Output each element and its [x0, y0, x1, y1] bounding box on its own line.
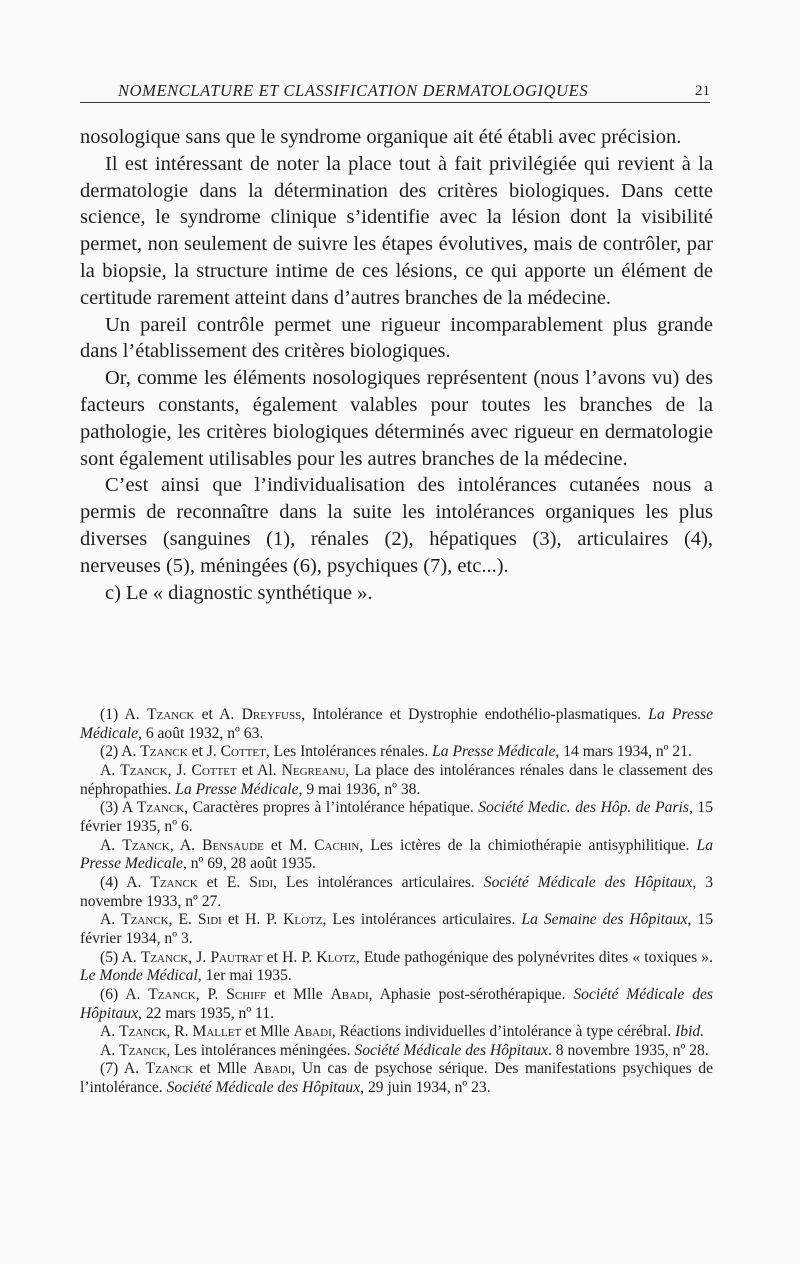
footnote-4: (4) A. Tzanck et E. Sidi, Les intolérances articulaires. Société Médicale des Hôpitaux, 3 novembre 1933, nº 27. [80, 873, 714, 910]
footnote-1: (1) A. Tzanck et A. Dreyfuss, Intolérance et Dystrophie endothélio-plasmatiques. La Presse Médicale, 6 août 1932, nº 63. [80, 706, 713, 742]
footnotes [80, 706, 713, 1098]
footnote-6-continued-2: A. Tzanck, Les intolérances méningées. Société Médicale des Hôpitaux. 8 novembre 1935, nº 28. [100, 1041, 709, 1059]
footnote-5: (5) A. Tzanck, J. Pautrat et H. P. Klotz, Etude pathogénique des polynévrites dites « toxiques ». Le Monde Médical, 1er mai 1935. [80, 948, 714, 985]
footnote-6: (6) A. Tzanck, P. Schiff et Mlle Abadi, Aphasie post-sérothérapique. Société Médicale des Hôpitaux, 22 mars 1935, nº 11. [80, 985, 713, 1022]
running-header [80, 78, 710, 103]
section-heading-c: c) Le « diagnostic synthétique ». [105, 581, 373, 604]
footnote-2-continued: A. Tzanck, J. Cottet et Al. Negreanu, La place des intolérances rénales dans le classement des néphropathies. La Presse Médicale, 9 mai 1936, nº 38. [80, 761, 713, 798]
paragraph: C’est ainsi que l’individualisation des intolérances cutanées nous a permis de reconnaître dans la suite les intolérances organiques les plus diverses (sanguines (1), rénales (2), hépatiques (3), articulaires (4), nerveuses (5), méningées (6), psychiques (7), etc...). [80, 474, 713, 577]
footnote-3: (3) A Tzanck, Caractères propres à l’intolérance hépatique. Société Medic. des Hôp. de Paris, 15 février 1935, nº 6. [80, 799, 713, 835]
paragraph: Il est intéressant de noter la place tout à fait privilégiée qui revient à la dermatologie dans la détermination des critères biologiques. Dans cette science, le syndrome clinique s’identifie avec la lésion dont la visibilité permet, non seulement de suivre les étapes évolutives, mais de contrôler, par la biopsie, la structure intime de ces lésions, ce qui apporte un élément de certitude rarement atteint dans d’autres branches de la médecine. [80, 152, 713, 309]
running-title: NOMENCLATURE ET CLASSIFICATION DERMATOLOGIQUES [118, 81, 589, 100]
footnote-4-continued: A. Tzanck, E. Sidi et H. P. Klotz, Les intolérances articulaires. La Semaine des Hôpitaux, 15 février 1934, nº 3. [80, 911, 713, 947]
paragraph: Or, comme les éléments nosologiques représentent (nous l’avons vu) des facteurs constants, également valables pour toutes les branches de la pathologie, les critères biologiques déterminés avec rigueur en dermatologie sont également utilisables pour les autres branches de la médecine. [80, 367, 713, 470]
paragraph: Un pareil contrôle permet une rigueur incomparablement plus grande dans l’établissement des critères biologiques. [80, 313, 713, 363]
footnote-2: (2) A. Tzanck et J. Cottet, Les Intolérances rénales. La Presse Médicale, 14 mars 1934, nº 21. [100, 743, 692, 761]
page-number: 21 [695, 83, 710, 99]
body-text [80, 124, 713, 606]
footnote-6-continued: A. Tzanck, R. Mallet et Mlle Abadi, Réactions individuelles d’intolérance à type cérébral. Ibid. [100, 1023, 705, 1041]
footnote-7: (7) A. Tzanck et Mlle Abadi, Un cas de psychose sérique. Des manifestations psychiques de l’intolérance. Société Médicale des Hôpitaux, 29 juin 1934, nº 23. [80, 1060, 713, 1097]
footnote-3-continued: A. Tzanck, A. Bensaude et M. Cachin, Les ictères de la chimiothérapie antisyphilitique. La Presse Medicale, nº 69, 28 août 1935. [80, 836, 714, 873]
paragraph: nosologique sans que le syndrome organique ait été établi avec précision. [80, 126, 682, 148]
